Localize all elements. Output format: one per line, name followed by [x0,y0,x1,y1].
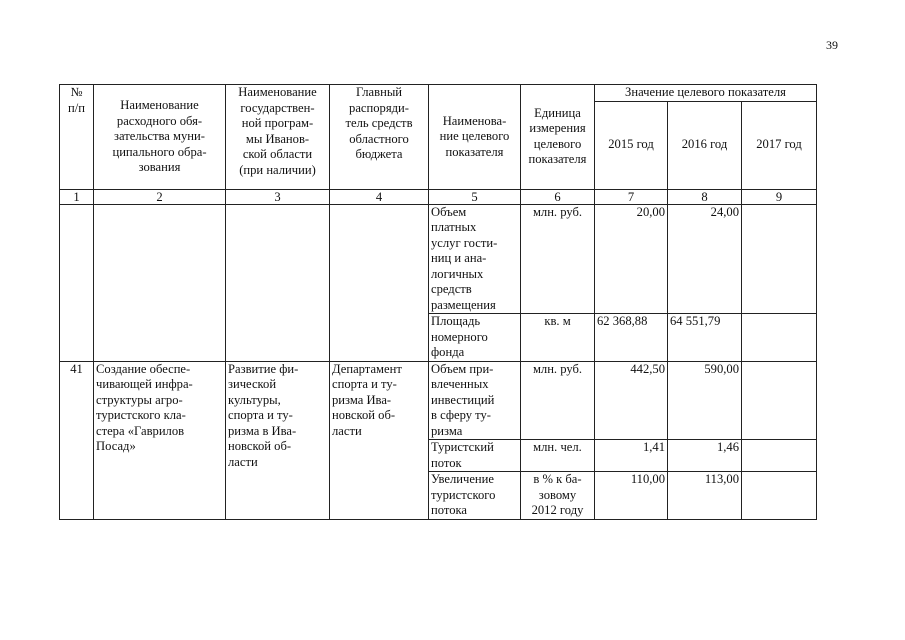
cell-indicator [429,314,521,362]
text-line: влеченных [431,377,489,391]
table-row [60,361,817,440]
text-line: туристского [431,487,496,502]
text-line: фонда [431,345,465,359]
text-line: мы Иванов- [245,131,310,146]
text-line: млн. руб. [532,204,583,219]
cell-number-empty [60,204,94,361]
header-manager [330,85,429,190]
text-line: услуг гости- [431,235,498,250]
cell-value-2015: 62 368,88 [595,314,668,362]
cell-indicator [429,472,521,520]
text-line: показателя [528,152,587,167]
text-line: новской об- [228,439,292,453]
text-line: размещения [431,297,496,312]
text-line: ципального обра- [112,144,207,159]
cell-number: 41 [60,361,94,519]
text-line: Наименова- [442,113,507,128]
text-line: ской области [242,147,313,161]
column-number: 6 [521,189,595,204]
text-line: Туристский [431,440,494,454]
cell-value-2017 [742,361,817,440]
text-line: логичных [431,266,484,281]
text-line: потока [431,503,468,517]
text-line: Объем при- [431,361,494,376]
cell-value-2017 [742,204,817,314]
cell-program-empty [226,204,330,361]
cell-obligation [94,361,226,519]
cell-value-2015: 110,00 [595,472,668,520]
text-line: измерения [529,121,586,136]
text-line: чивающей инфра- [96,377,193,391]
text-line: 2012 году [531,503,584,517]
text-line: кв. м [544,314,571,328]
column-number: 3 [226,189,330,204]
text-line: стера «Гаврилов [96,423,185,438]
header-obligation [94,85,226,190]
text-line: ной програм- [241,116,314,130]
text-line: Развитие фи- [228,361,299,376]
header-indicator [429,85,521,190]
column-number-row [60,189,817,204]
header-year-2015: 2015 год [595,101,668,189]
header-target-value: Значение целевого показателя [595,85,817,102]
cell-obligation-empty [94,204,226,361]
page-number: 39 [826,38,838,52]
cell-value-2016: 113,00 [668,472,742,520]
cell-manager-empty [330,204,429,361]
text-line: новской об- [332,408,396,422]
text-line: областного [349,131,409,146]
text-line: Создание обеспе- [96,361,191,376]
text-line: Единица [534,105,581,120]
text-line: в сферу ту- [431,408,491,422]
cell-value-2015: 1,41 [595,440,668,472]
text-line: п/п [68,100,85,115]
cell-indicator [429,204,521,314]
text-line: зования [138,160,181,174]
cell-indicator [429,440,521,472]
text-line: зической [228,377,277,391]
cell-unit [521,314,595,362]
text-line: номерного [431,329,488,344]
text-line: тель средств [345,116,413,130]
text-line: ниц и ана- [431,251,487,265]
text-line: ласти [228,454,258,469]
text-line: Наименование [120,98,199,112]
text-line: Департамент [332,361,402,376]
cell-unit [521,440,595,472]
text-line: структуры агро- [96,392,183,407]
text-line: ласти [332,423,362,438]
column-number: 1 [60,189,94,204]
text-line: Увеличение [431,472,494,486]
cell-unit [521,472,595,520]
text-line: государствен- [240,100,315,115]
text-line: млн. руб. [532,361,583,376]
text-line: бюджета [355,147,403,161]
cell-program [226,361,330,519]
text-line: распоряди- [349,100,409,115]
cell-manager [330,361,429,519]
text-line: культуры, [228,392,281,407]
text-line: (при наличии) [239,162,316,177]
text-line: спорта и ту- [332,377,397,391]
text-line: Площадь [431,314,481,328]
text-line: зовому [538,487,577,502]
table-row [60,204,817,314]
text-line: Посад» [96,439,136,453]
header-number [60,85,94,190]
header-unit [521,85,595,190]
cell-unit [521,361,595,440]
header-program [226,85,330,190]
cell-value-2016: 590,00 [668,361,742,440]
text-line: целевого [533,136,582,151]
text-line: ризма Ива- [332,392,392,407]
column-number: 5 [429,189,521,204]
text-line: зательства муни- [114,129,205,143]
text-line: ризма [431,423,463,438]
column-number: 8 [668,189,742,204]
column-number: 2 [94,189,226,204]
text-line: платных [431,220,477,234]
text-line: показателя [445,144,504,159]
target-indicators-table [59,84,817,520]
cell-value-2016: 64 551,79 [668,314,742,362]
cell-value-2016: 1,46 [668,440,742,472]
cell-value-2015: 442,50 [595,361,668,440]
text-line: млн. чел. [533,440,582,454]
cell-value-2017 [742,314,817,362]
cell-indicator [429,361,521,440]
text-line: Наименование [238,85,317,99]
text-line: средств [431,282,472,296]
text-line: № [70,85,83,99]
text-line: инвестиций [431,392,495,407]
cell-unit [521,204,595,314]
header-year-2017: 2017 год [742,101,817,189]
cell-value-2017 [742,440,817,472]
header-year-2016: 2016 год [668,101,742,189]
cell-value-2017 [742,472,817,520]
cell-value-2015: 20,00 [595,204,668,314]
column-number: 9 [742,189,817,204]
text-line: спорта и ту- [228,408,293,422]
column-number: 7 [595,189,668,204]
text-line: в % к ба- [533,472,582,486]
text-line: Объем [431,204,467,219]
column-number: 4 [330,189,429,204]
text-line: ризма в Ива- [228,423,297,438]
text-line: расходного обя- [116,113,203,128]
text-line: туристского кла- [96,408,186,422]
text-line: ние целевого [439,129,510,143]
text-line: поток [431,455,462,470]
text-line: Главный [355,85,403,99]
cell-value-2016: 24,00 [668,204,742,314]
